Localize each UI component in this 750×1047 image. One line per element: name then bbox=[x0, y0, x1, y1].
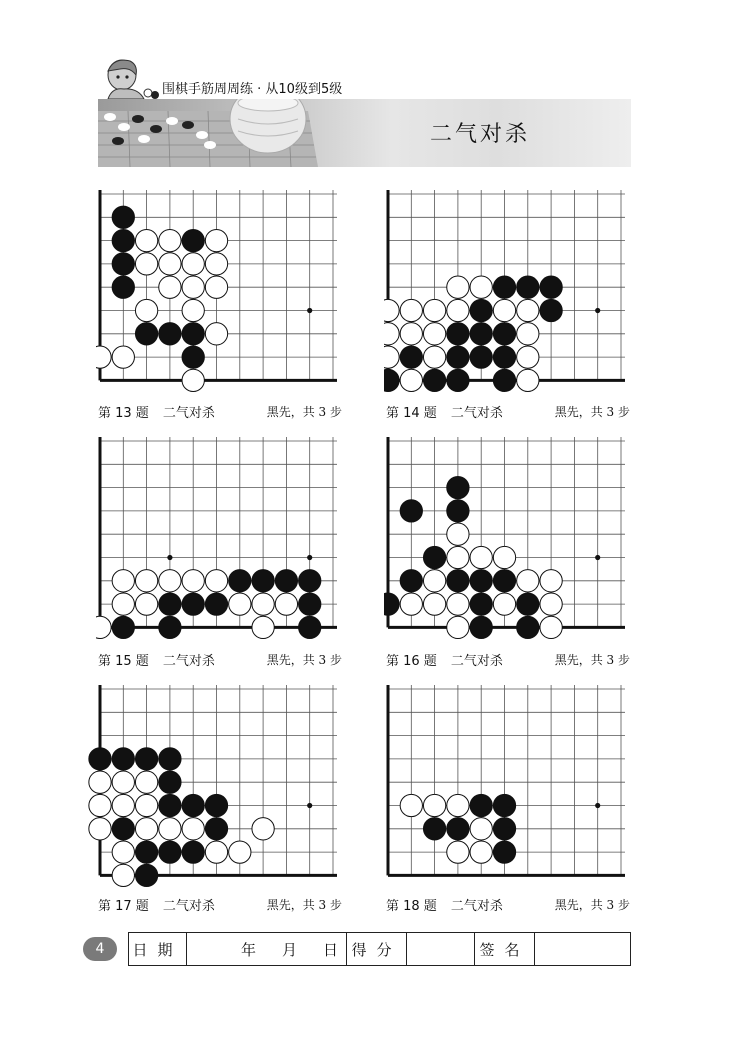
white-stone[interactable] bbox=[96, 616, 111, 638]
problem-16-topic: 二气对杀 bbox=[450, 654, 503, 669]
black-stone[interactable] bbox=[159, 748, 181, 770]
white-stone[interactable] bbox=[205, 253, 227, 275]
black-stone[interactable] bbox=[159, 794, 181, 816]
sign-field[interactable] bbox=[535, 933, 630, 965]
go-board-problem-17 bbox=[86, 683, 346, 893]
black-stone[interactable] bbox=[423, 369, 445, 391]
black-stone[interactable] bbox=[112, 229, 134, 251]
black-stone[interactable] bbox=[423, 818, 445, 840]
black-stone[interactable] bbox=[182, 229, 204, 251]
go-board-problem-15 bbox=[96, 435, 346, 640]
star-point bbox=[595, 803, 600, 808]
black-stone[interactable] bbox=[400, 570, 422, 592]
black-stone[interactable] bbox=[112, 206, 134, 228]
black-stone[interactable] bbox=[447, 500, 469, 522]
black-stone[interactable] bbox=[493, 276, 515, 298]
black-stone[interactable] bbox=[493, 323, 515, 345]
white-stone[interactable] bbox=[493, 593, 515, 615]
black-stone[interactable] bbox=[400, 346, 422, 368]
white-stone[interactable] bbox=[400, 369, 422, 391]
problem-16-number: 第 16 题 bbox=[386, 654, 437, 669]
white-stone[interactable] bbox=[135, 818, 157, 840]
black-stone[interactable] bbox=[135, 748, 157, 770]
month-label: 月 bbox=[281, 940, 297, 959]
black-stone[interactable] bbox=[517, 593, 539, 615]
black-stone[interactable] bbox=[182, 323, 204, 345]
sign-label: 签名 bbox=[475, 933, 535, 965]
white-stone[interactable] bbox=[112, 841, 134, 863]
black-stone[interactable] bbox=[470, 299, 492, 321]
book-title: 围棋手筋周周练 · 从10级到5级 bbox=[162, 82, 343, 97]
white-stone[interactable] bbox=[135, 794, 157, 816]
problem-13-caption bbox=[98, 402, 215, 421]
problem-16-caption bbox=[386, 650, 503, 669]
white-stone[interactable] bbox=[112, 771, 134, 793]
white-stone[interactable] bbox=[205, 229, 227, 251]
white-stone[interactable] bbox=[423, 299, 445, 321]
problem-17-topic: 二气对杀 bbox=[162, 899, 215, 914]
go-board-problem-13 bbox=[96, 188, 346, 393]
white-stone[interactable] bbox=[135, 593, 157, 615]
white-stone[interactable] bbox=[517, 299, 539, 321]
black-stone[interactable] bbox=[470, 616, 492, 638]
chapter-title: 二气对杀 bbox=[430, 122, 531, 147]
black-stone[interactable] bbox=[205, 593, 227, 615]
white-stone[interactable] bbox=[447, 616, 469, 638]
white-stone[interactable] bbox=[400, 794, 422, 816]
white-stone[interactable] bbox=[112, 570, 134, 592]
banner-illustration bbox=[98, 99, 631, 167]
star-point bbox=[307, 308, 312, 313]
white-stone[interactable] bbox=[89, 818, 111, 840]
white-stone[interactable] bbox=[182, 276, 204, 298]
white-stone[interactable] bbox=[89, 794, 111, 816]
white-stone[interactable] bbox=[447, 523, 469, 545]
black-stone[interactable] bbox=[112, 818, 134, 840]
black-stone[interactable] bbox=[447, 570, 469, 592]
black-stone[interactable] bbox=[299, 593, 321, 615]
date-label: 日期 bbox=[129, 933, 187, 965]
chapter-banner bbox=[98, 99, 631, 167]
record-table bbox=[128, 932, 631, 966]
black-stone[interactable] bbox=[470, 570, 492, 592]
black-stone[interactable] bbox=[493, 841, 515, 863]
white-stone[interactable] bbox=[493, 546, 515, 568]
black-stone[interactable] bbox=[493, 369, 515, 391]
problem-14-topic: 二气对杀 bbox=[450, 406, 503, 421]
white-stone[interactable] bbox=[135, 253, 157, 275]
white-stone[interactable] bbox=[540, 593, 562, 615]
problem-15-topic: 二气对杀 bbox=[162, 654, 215, 669]
black-stone[interactable] bbox=[112, 748, 134, 770]
black-stone[interactable] bbox=[493, 794, 515, 816]
black-stone[interactable] bbox=[135, 841, 157, 863]
white-stone[interactable] bbox=[112, 794, 134, 816]
white-stone[interactable] bbox=[205, 570, 227, 592]
black-stone[interactable] bbox=[275, 570, 297, 592]
black-stone[interactable] bbox=[182, 346, 204, 368]
white-stone[interactable] bbox=[182, 570, 204, 592]
black-stone[interactable] bbox=[447, 818, 469, 840]
white-stone[interactable] bbox=[540, 570, 562, 592]
problem-13-number: 第 13 题 bbox=[98, 406, 149, 421]
problem-18-number: 第 18 题 bbox=[386, 899, 437, 914]
black-stone[interactable] bbox=[447, 323, 469, 345]
year-label: 年 bbox=[240, 940, 256, 959]
white-stone[interactable] bbox=[159, 276, 181, 298]
white-stone[interactable] bbox=[400, 299, 422, 321]
black-stone[interactable] bbox=[470, 346, 492, 368]
white-stone[interactable] bbox=[470, 841, 492, 863]
black-stone[interactable] bbox=[540, 276, 562, 298]
black-stone[interactable] bbox=[517, 616, 539, 638]
white-stone[interactable] bbox=[447, 794, 469, 816]
star-point bbox=[595, 308, 600, 313]
white-stone[interactable] bbox=[182, 253, 204, 275]
white-stone[interactable] bbox=[384, 299, 399, 321]
white-stone[interactable] bbox=[517, 570, 539, 592]
black-stone[interactable] bbox=[159, 593, 181, 615]
mascot-illustration bbox=[100, 55, 160, 105]
black-stone[interactable] bbox=[299, 570, 321, 592]
white-stone[interactable] bbox=[517, 346, 539, 368]
problem-13-topic: 二气对杀 bbox=[162, 406, 215, 421]
black-stone[interactable] bbox=[493, 818, 515, 840]
white-stone[interactable] bbox=[470, 818, 492, 840]
white-stone[interactable] bbox=[135, 229, 157, 251]
white-stone[interactable] bbox=[182, 818, 204, 840]
white-stone[interactable] bbox=[112, 346, 134, 368]
white-stone[interactable] bbox=[517, 369, 539, 391]
white-stone[interactable] bbox=[229, 841, 251, 863]
day-label: 日 bbox=[322, 940, 338, 959]
white-stone[interactable] bbox=[447, 841, 469, 863]
black-stone[interactable] bbox=[447, 476, 469, 498]
white-stone[interactable] bbox=[447, 299, 469, 321]
black-stone[interactable] bbox=[112, 616, 134, 638]
white-stone[interactable] bbox=[447, 546, 469, 568]
white-stone[interactable] bbox=[493, 299, 515, 321]
black-stone[interactable] bbox=[182, 841, 204, 863]
white-stone[interactable] bbox=[182, 369, 204, 391]
white-stone[interactable] bbox=[252, 616, 274, 638]
black-stone[interactable] bbox=[205, 818, 227, 840]
black-stone[interactable] bbox=[493, 570, 515, 592]
white-stone[interactable] bbox=[400, 593, 422, 615]
black-stone[interactable] bbox=[229, 570, 251, 592]
white-stone[interactable] bbox=[470, 546, 492, 568]
white-stone[interactable] bbox=[423, 323, 445, 345]
black-stone[interactable] bbox=[384, 369, 399, 391]
problem-13-hint: 黑先，共 3 步 bbox=[266, 405, 342, 419]
black-stone[interactable] bbox=[159, 841, 181, 863]
black-stone[interactable] bbox=[517, 276, 539, 298]
white-stone[interactable] bbox=[423, 570, 445, 592]
problem-17-hint: 黑先，共 3 步 bbox=[266, 898, 342, 912]
black-stone[interactable] bbox=[423, 546, 445, 568]
white-stone[interactable] bbox=[423, 593, 445, 615]
white-stone[interactable] bbox=[447, 276, 469, 298]
problem-14-hint: 黑先，共 3 步 bbox=[554, 405, 630, 419]
black-stone[interactable] bbox=[159, 771, 181, 793]
white-stone[interactable] bbox=[229, 593, 251, 615]
white-stone[interactable] bbox=[182, 299, 204, 321]
white-stone[interactable] bbox=[135, 570, 157, 592]
white-stone[interactable] bbox=[275, 593, 297, 615]
black-stone[interactable] bbox=[112, 253, 134, 275]
black-stone[interactable] bbox=[384, 593, 399, 615]
black-stone[interactable] bbox=[493, 346, 515, 368]
problem-16-hint: 黑先，共 3 步 bbox=[554, 653, 630, 667]
white-stone[interactable] bbox=[205, 841, 227, 863]
star-point bbox=[595, 555, 600, 560]
problem-17-number: 第 17 题 bbox=[98, 899, 149, 914]
star-point bbox=[307, 803, 312, 808]
problem-14-number: 第 14 题 bbox=[386, 406, 437, 421]
white-stone[interactable] bbox=[423, 346, 445, 368]
white-stone[interactable] bbox=[112, 864, 134, 886]
white-stone[interactable] bbox=[159, 570, 181, 592]
black-stone[interactable] bbox=[447, 346, 469, 368]
black-stone[interactable] bbox=[159, 616, 181, 638]
white-stone[interactable] bbox=[135, 299, 157, 321]
black-stone[interactable] bbox=[470, 593, 492, 615]
white-stone[interactable] bbox=[159, 253, 181, 275]
black-stone[interactable] bbox=[182, 593, 204, 615]
go-board-problem-14 bbox=[384, 188, 634, 393]
go-board-problem-18 bbox=[384, 683, 634, 888]
black-stone[interactable] bbox=[447, 369, 469, 391]
problem-18-topic: 二气对杀 bbox=[450, 899, 503, 914]
white-stone[interactable] bbox=[423, 794, 445, 816]
black-stone[interactable] bbox=[135, 323, 157, 345]
black-stone[interactable] bbox=[135, 864, 157, 886]
white-stone[interactable] bbox=[470, 276, 492, 298]
score-field[interactable] bbox=[407, 933, 475, 965]
star-point bbox=[307, 555, 312, 560]
problem-15-hint: 黑先，共 3 步 bbox=[266, 653, 342, 667]
black-stone[interactable] bbox=[470, 794, 492, 816]
white-stone[interactable] bbox=[447, 593, 469, 615]
white-stone[interactable] bbox=[252, 818, 274, 840]
black-stone[interactable] bbox=[159, 323, 181, 345]
black-stone[interactable] bbox=[400, 500, 422, 522]
black-stone[interactable] bbox=[252, 570, 274, 592]
white-stone[interactable] bbox=[384, 323, 399, 345]
white-stone[interactable] bbox=[159, 818, 181, 840]
white-stone[interactable] bbox=[112, 593, 134, 615]
score-label: 得分 bbox=[347, 933, 407, 965]
star-point bbox=[167, 555, 172, 560]
white-stone[interactable] bbox=[540, 616, 562, 638]
white-stone[interactable] bbox=[384, 346, 399, 368]
problem-14-caption bbox=[386, 402, 503, 421]
problem-15-caption bbox=[98, 650, 215, 669]
black-stone[interactable] bbox=[89, 748, 111, 770]
black-stone[interactable] bbox=[470, 323, 492, 345]
problem-18-caption bbox=[386, 895, 503, 914]
problem-15-number: 第 15 题 bbox=[98, 654, 149, 669]
white-stone[interactable] bbox=[205, 276, 227, 298]
black-stone[interactable] bbox=[182, 794, 204, 816]
white-stone[interactable] bbox=[252, 593, 274, 615]
black-stone[interactable] bbox=[112, 276, 134, 298]
white-stone[interactable] bbox=[135, 771, 157, 793]
black-stone[interactable] bbox=[540, 299, 562, 321]
go-board-problem-16 bbox=[384, 435, 634, 640]
problem-17-caption bbox=[98, 895, 215, 914]
white-stone[interactable] bbox=[517, 323, 539, 345]
white-stone[interactable] bbox=[96, 346, 111, 368]
black-stone[interactable] bbox=[205, 794, 227, 816]
white-stone[interactable] bbox=[89, 771, 111, 793]
date-field[interactable] bbox=[187, 933, 347, 965]
white-stone[interactable] bbox=[205, 323, 227, 345]
white-stone[interactable] bbox=[400, 323, 422, 345]
problem-18-hint: 黑先，共 3 步 bbox=[554, 898, 630, 912]
black-stone[interactable] bbox=[299, 616, 321, 638]
white-stone[interactable] bbox=[159, 229, 181, 251]
page-number-badge: 4 bbox=[83, 937, 117, 961]
